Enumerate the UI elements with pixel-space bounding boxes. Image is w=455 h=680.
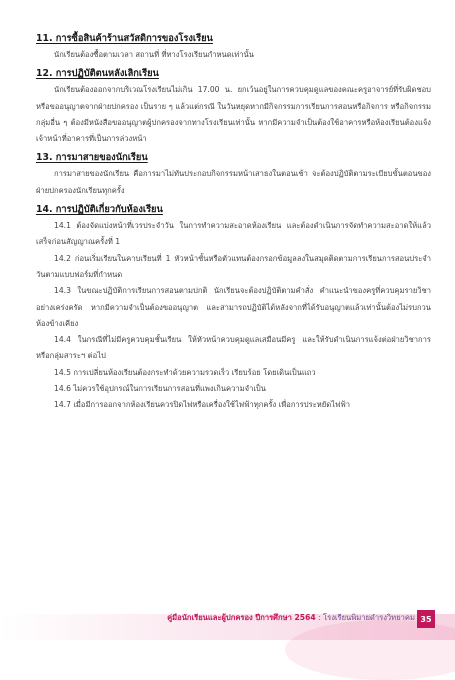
- list-item: 14.3 ในขณะปฏิบัติการเรียนการสอนตามปกติ นักเรียนจะต้องปฏิบัติตามคำสั่ง คำแนะนำของครูที่ควบคุมรายวิชาอย่างเคร่งครัด หากมีความจำเป็นต้องขออนุญาต และสามารถปฏิบัติได้หลังจากที่ได้รับอนุญาตแล้วเท่านั้นต้องไม่รบกวนห้องข้างเคียง: [36, 286, 431, 328]
- section-13: [36, 151, 431, 199]
- list-item: 14.5 การเปลี่ยนห้องเรียนต้องกระทำด้วยความรวดเร็ว เรียบร้อย โดยเดินเป็นแถว: [54, 367, 316, 377]
- list-item: 14.4 ในกรณีที่ไม่มีครูควบคุมชั้นเรียน ให้หัวหน้าควบคุมดูแลเสมือนมีครู และให้รับดำเนินการแจ้งต่อฝ่ายวิชาการหรือกลุ่มสาระฯ ต่อไป: [36, 335, 431, 361]
- footer-title: คู่มือนักเรียนและผู้ปกครอง ปีการศึกษา 2564: [167, 613, 316, 622]
- list-item: 14.2 ก่อนเริ่มเรียนในคาบเรียนที่ 1 หัวหน้าชั้นหรือตัวแทนต้องกรอกข้อมูลลงในสมุดติดตามการเรียนการสอนประจำวันตามแบบฟอร์มที่กำหนด: [36, 253, 431, 279]
- section-11: [36, 32, 431, 63]
- section-14: [36, 203, 431, 414]
- page-footer: [0, 592, 455, 640]
- list-item: 14.6 ไม่ควรใช้อุปกรณ์ในการเรียนการสอนที่แพงเกินความจำเป็น: [54, 384, 266, 394]
- page-number: 35: [417, 610, 435, 628]
- footer-school: โรงเรียนพิมายดำรงวิทยาคม: [323, 613, 415, 622]
- section-paragraph: นักเรียนต้องออกจากบริเวณโรงเรียนไม่เกิน 17.00 น. ยกเว้นอยู่ในการควบคุมดูแลของคณะครูอาจารย์ที่รับผิดชอบ หรือขออนุญาตจากฝ่ายปกครอง เป็นราย ๆ แล้วแต่กรณี ในวันหยุดหากมีกิจกรรมการเรียนการสอนหรือกิจการ หรือกิจกรรมกลุ่มอื่น ๆ ต้องมีหนังสือขออนุญาตผู้ปกครองจากทางโรงเรียนเท่านั้น หากมีความจำเป็นต้องใช้อาคารหรือห้องเรียนต้องแจ้งเจ้าหน้าที่อาคารที่เป็นการล่วงหน้า: [36, 85, 431, 144]
- list-item: 14.7 เมื่อมีการออกจากห้องเรียนควรปิดไฟหรือเครื่องใช้ไฟฟ้าทุกครั้ง เพื่อการประหยัดไฟฟ้า: [54, 400, 350, 410]
- section-paragraph: การมาสายของนักเรียน คือการมาไม่ทันประกอบกิจกรรมหน้าเสาธงในตอนเช้า จะต้องปฏิบัติตามระเบียบขั้นตอนของฝ่ายปกครองนักเรียนทุกครั้ง: [36, 169, 431, 195]
- footer-separator: :: [315, 613, 324, 622]
- decorative-curve: [285, 620, 455, 680]
- section-heading: 12. การปฏิบัติตนหลังเลิกเรียน: [36, 68, 159, 80]
- section-heading: 11. การซื้อสินค้าร้านสวัสดิการของโรงเรียน: [36, 33, 213, 44]
- section-heading: 13. การมาสายของนักเรียน: [36, 152, 148, 164]
- section-heading: 14. การปฏิบัติเกี่ยวกับห้องเรียน: [36, 204, 163, 216]
- section-paragraph: นักเรียนต้องซื้อตามเวลา สถานที่ ที่ทางโรงเรียนกำหนดเท่านั้น: [54, 50, 254, 59]
- list-item: 14.1 ต้องจัดแบ่งหน้าที่เวรประจำวัน ในการทำความสะอาดห้องเรียน และต้องดำเนินการจัดทำความสะอาดให้แล้วเสร็จก่อนสัญญาณครั้งที่ 1: [36, 221, 431, 247]
- section-12: [36, 67, 431, 147]
- footer-caption: [167, 612, 415, 624]
